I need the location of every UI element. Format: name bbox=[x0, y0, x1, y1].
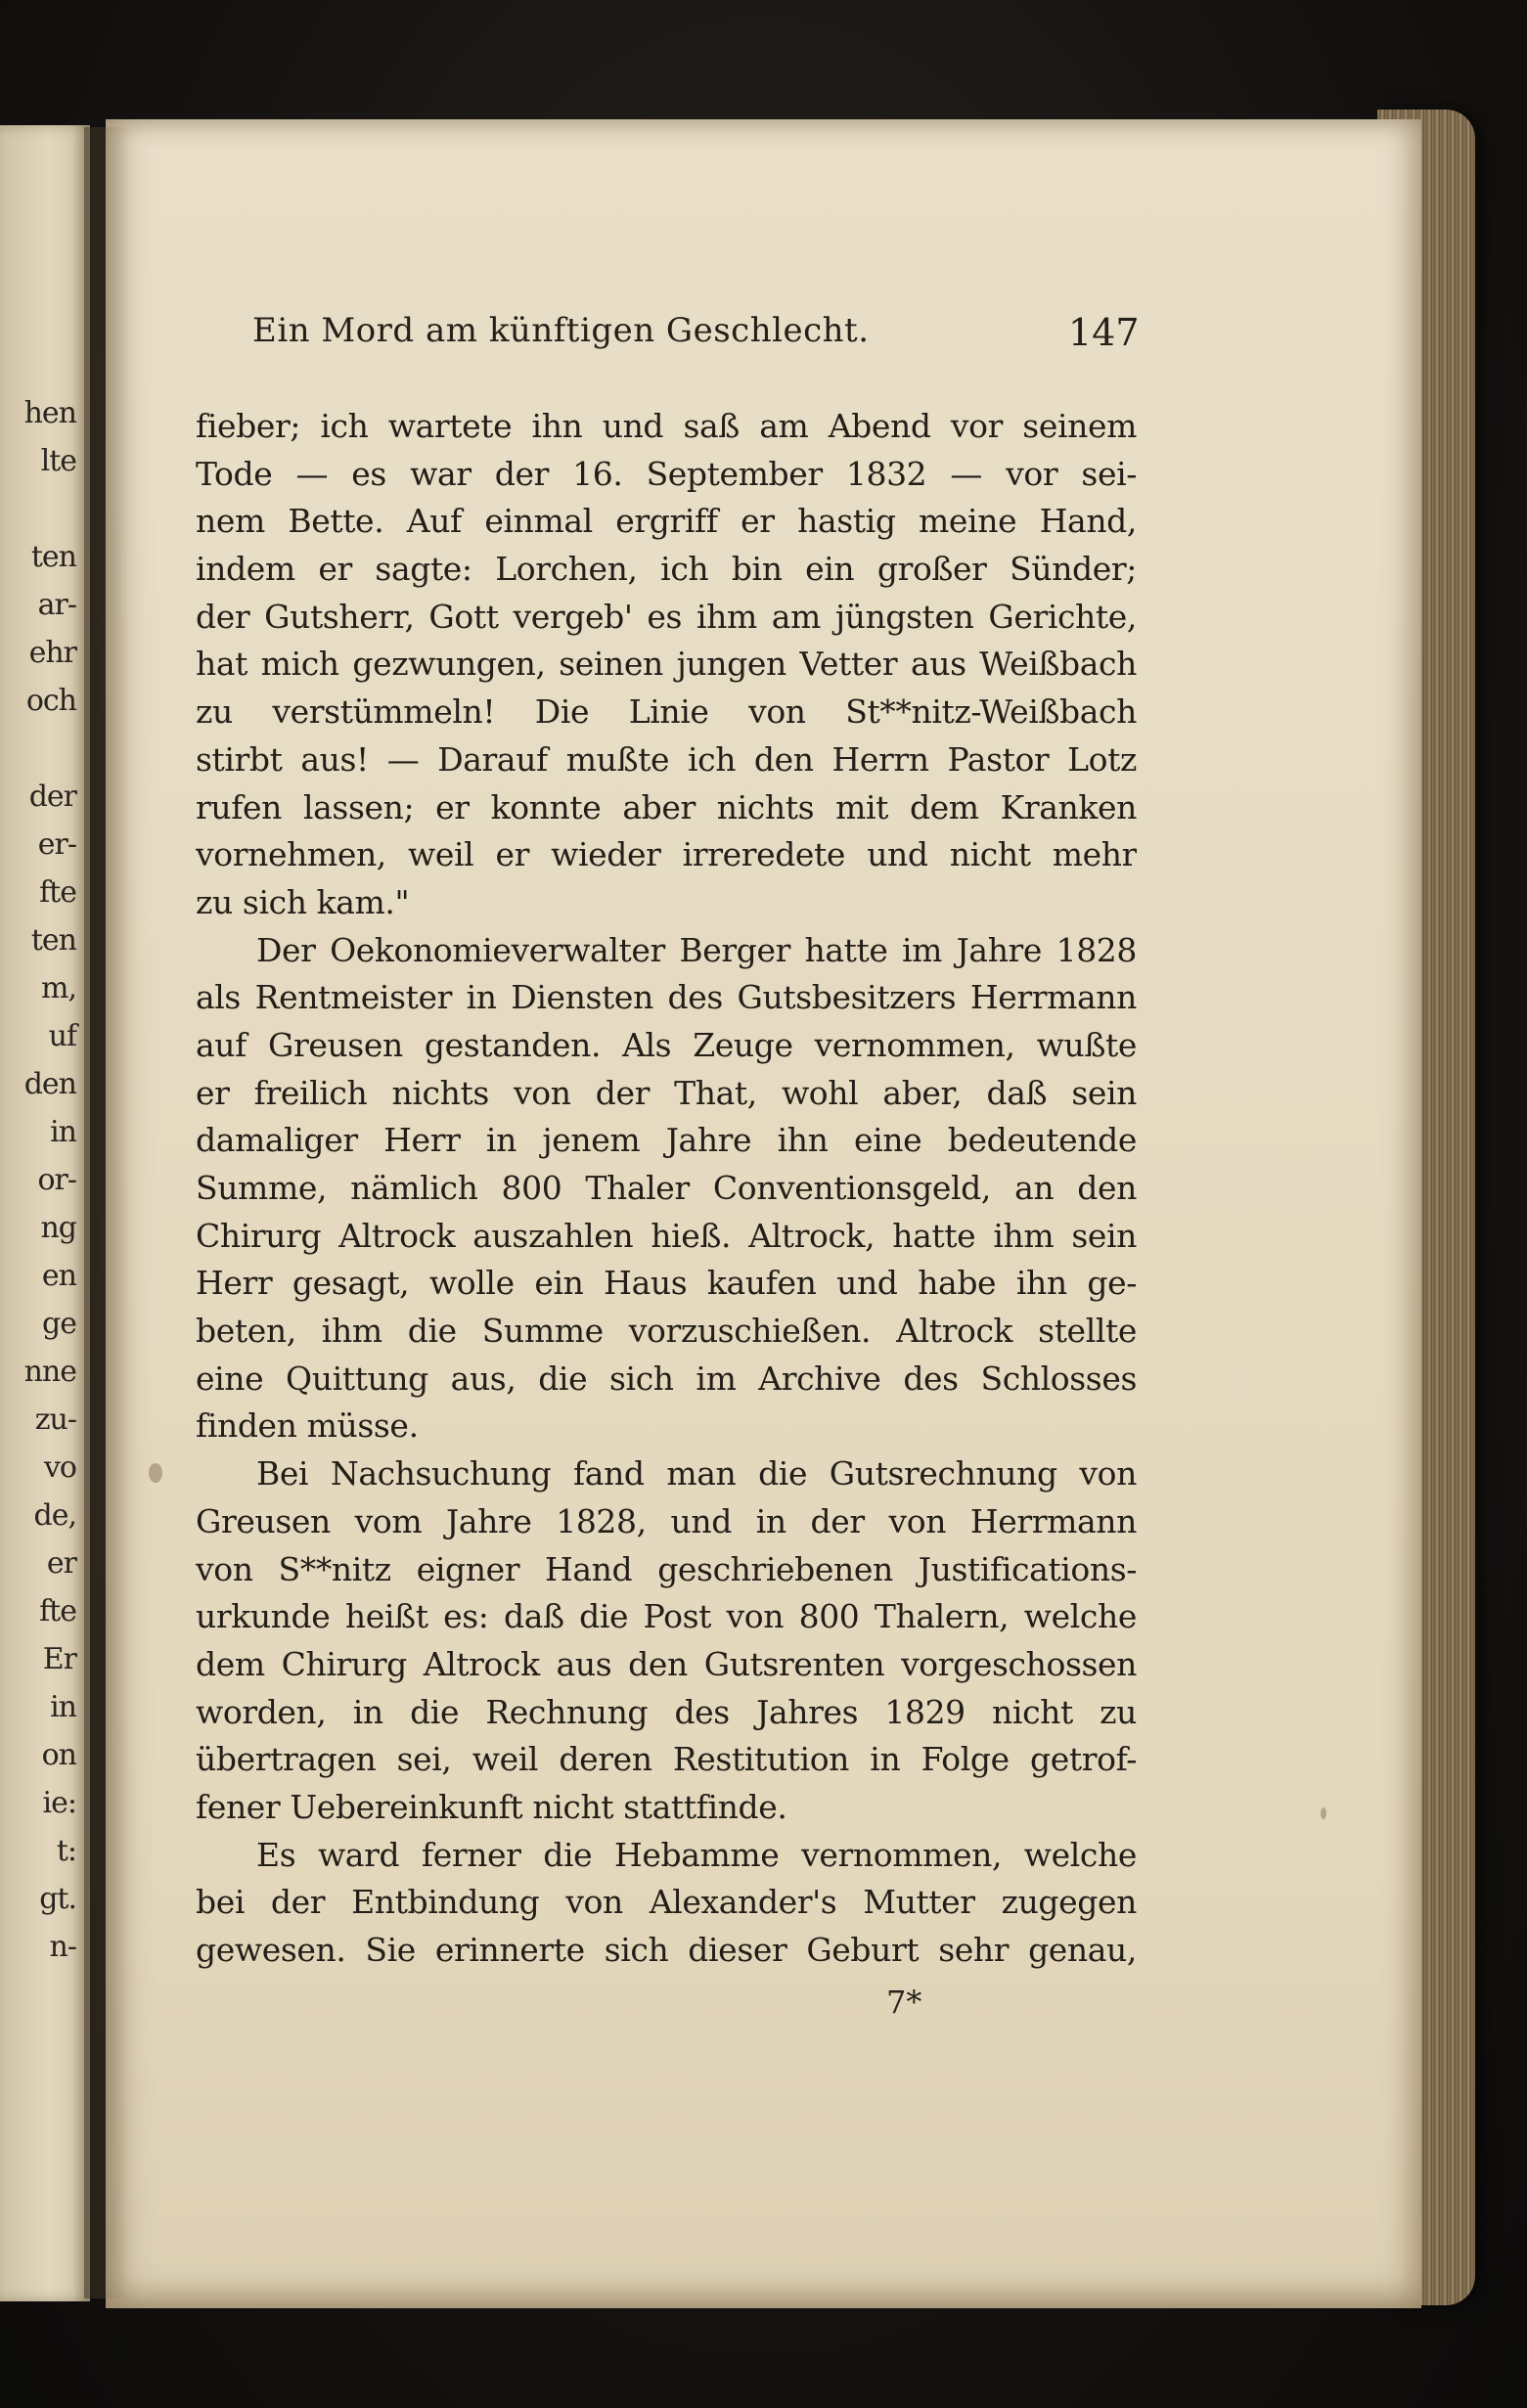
facing-page-fragment: uf bbox=[48, 1019, 76, 1053]
facing-page-fragment: der bbox=[28, 780, 76, 814]
facing-page-fragment: ten bbox=[30, 923, 76, 958]
facing-page-fragment: ng bbox=[40, 1211, 76, 1245]
text-line: fener Uebereinkunft nicht stattfinde. bbox=[196, 1787, 787, 1826]
facing-page-line-fragments bbox=[0, 389, 86, 1971]
signature-mark: 7* bbox=[886, 1984, 922, 2021]
facing-page-fragment: gt. bbox=[39, 1882, 76, 1916]
facing-page-fragment: lte bbox=[40, 444, 76, 478]
text-line: finden müsse. bbox=[196, 1406, 419, 1446]
facing-page-fragment: den bbox=[23, 1067, 76, 1101]
text-line: gewesen. Sie erinnerte sich dieser Geburt sehr genau, bbox=[196, 1931, 1137, 1969]
text-line: damaliger Herr in jenem Jahre ihn eine bedeutende bbox=[196, 1121, 1137, 1160]
ink-spot bbox=[1321, 1807, 1326, 1819]
facing-page-fragment: nne bbox=[23, 1355, 76, 1389]
text-line: Herr gesagt, wolle ein Haus kaufen und habe ihn ge- bbox=[196, 1264, 1137, 1303]
facing-page-fragment: vo bbox=[43, 1450, 76, 1485]
facing-page-fragment: ten bbox=[30, 540, 76, 574]
text-line: Summe, nämlich 800 Thaler Conventionsgeld, an den bbox=[196, 1169, 1137, 1207]
text-line: Tode — es war der 16. September 1832 — vor sei- bbox=[196, 454, 1137, 493]
facing-page-fragment: fte bbox=[39, 1594, 76, 1628]
facing-page-fragment: t: bbox=[56, 1834, 76, 1868]
text-line: vornehmen, weil er wieder irreredete und nicht mehr bbox=[196, 835, 1137, 874]
text-line: dem Chirurg Altrock aus den Gutsrenten vorgeschossen bbox=[196, 1644, 1137, 1683]
facing-page-fragment: er bbox=[46, 1546, 76, 1581]
text-line: eine Quittung aus, die sich im Archive des Schlosses bbox=[196, 1359, 1137, 1398]
text-line: zu sich kam." bbox=[196, 882, 410, 921]
facing-page-fragment bbox=[0, 485, 86, 533]
body-text bbox=[196, 403, 1137, 1975]
facing-page-fragment: ehr bbox=[28, 636, 76, 670]
facing-page-fragment: zu- bbox=[34, 1403, 76, 1437]
facing-page-fragment: hen bbox=[23, 396, 76, 430]
facing-page-fragment: in bbox=[50, 1115, 76, 1149]
text-line: rufen lassen; er konnte aber nichts mit dem Kranken bbox=[196, 787, 1137, 826]
facing-page-left bbox=[0, 125, 90, 2301]
facing-page-fragment bbox=[0, 725, 86, 773]
ink-spot bbox=[149, 1463, 162, 1483]
text-line: nem Bette. Auf einmal ergriff er hastig meine Hand, bbox=[196, 502, 1137, 541]
facing-page-fragment: Er bbox=[42, 1642, 76, 1676]
text-line: stirbt aus! — Darauf mußte ich den Herrn Pastor Lotz bbox=[196, 739, 1137, 779]
running-head: Ein Mord am künftigen Geschlecht. bbox=[252, 311, 870, 350]
text-line: übertragen sei, weil deren Restitution in Folge getrof- bbox=[196, 1740, 1137, 1779]
facing-page-fragment: ar- bbox=[37, 588, 76, 622]
text-line: Es ward ferner die Hebamme vernommen, welche bbox=[256, 1835, 1137, 1874]
text-line: worden, in die Rechnung des Jahres 1829 nicht zu bbox=[196, 1692, 1137, 1731]
text-line: Chirurg Altrock auszahlen hieß. Altrock, hatte ihm sein bbox=[196, 1216, 1137, 1255]
text-line: Greusen vom Jahre 1828, und in der von Herrmann bbox=[196, 1501, 1137, 1540]
text-line: der Gutsherr, Gott vergeb' es ihm am jüngsten Gerichte, bbox=[196, 597, 1137, 636]
text-line: Der Oekonomieverwalter Berger hatte im Jahre 1828 bbox=[256, 930, 1137, 969]
facing-page-fragment: on bbox=[41, 1738, 76, 1772]
text-line: fieber; ich wartete ihn und saß am Abend vor seinem bbox=[196, 407, 1137, 445]
facing-page-fragment: de, bbox=[33, 1498, 76, 1533]
facing-page-fragment: ie: bbox=[42, 1786, 76, 1820]
text-line: er freilich nichts von der That, wohl aber, daß sein bbox=[196, 1073, 1137, 1112]
facing-page-fragment: m, bbox=[41, 971, 76, 1005]
facing-page-fragment: och bbox=[25, 684, 76, 718]
page-number: 147 bbox=[1068, 311, 1140, 354]
text-line: hat mich gezwungen, seinen jungen Vetter aus Weißbach bbox=[196, 645, 1137, 684]
text-line: urkunde heißt es: daß die Post von 800 Thalern, welche bbox=[196, 1597, 1137, 1636]
facing-page-fragment: in bbox=[50, 1690, 76, 1724]
text-line: beten, ihm die Summe vorzuschießen. Altrock stellte bbox=[196, 1312, 1137, 1351]
facing-page-fragment: fte bbox=[39, 875, 76, 910]
facing-page-fragment: ge bbox=[42, 1307, 76, 1341]
text-line: Bei Nachsuchung fand man die Gutsrechnung von bbox=[256, 1454, 1137, 1494]
facing-page-fragment: n- bbox=[49, 1930, 76, 1964]
facing-page-fragment: er- bbox=[37, 827, 76, 862]
text-line: auf Greusen gestanden. Als Zeuge vernommen, wußte bbox=[196, 1025, 1137, 1064]
facing-page-fragment: en bbox=[41, 1259, 76, 1293]
text-line: bei der Entbindung von Alexander's Mutter zugegen bbox=[196, 1883, 1137, 1922]
text-line: zu verstümmeln! Die Linie von St**nitz-Weißbach bbox=[196, 692, 1137, 732]
book-gutter bbox=[84, 127, 129, 2298]
text-line: von S**nitz eigner Hand geschriebenen Justifications- bbox=[196, 1549, 1137, 1588]
facing-page-fragment: or- bbox=[37, 1163, 76, 1197]
text-line: als Rentmeister in Diensten des Gutsbesitzers Herrmann bbox=[196, 978, 1137, 1017]
text-line: indem er sagte: Lorchen, ich bin ein großer Sünder; bbox=[196, 550, 1137, 589]
